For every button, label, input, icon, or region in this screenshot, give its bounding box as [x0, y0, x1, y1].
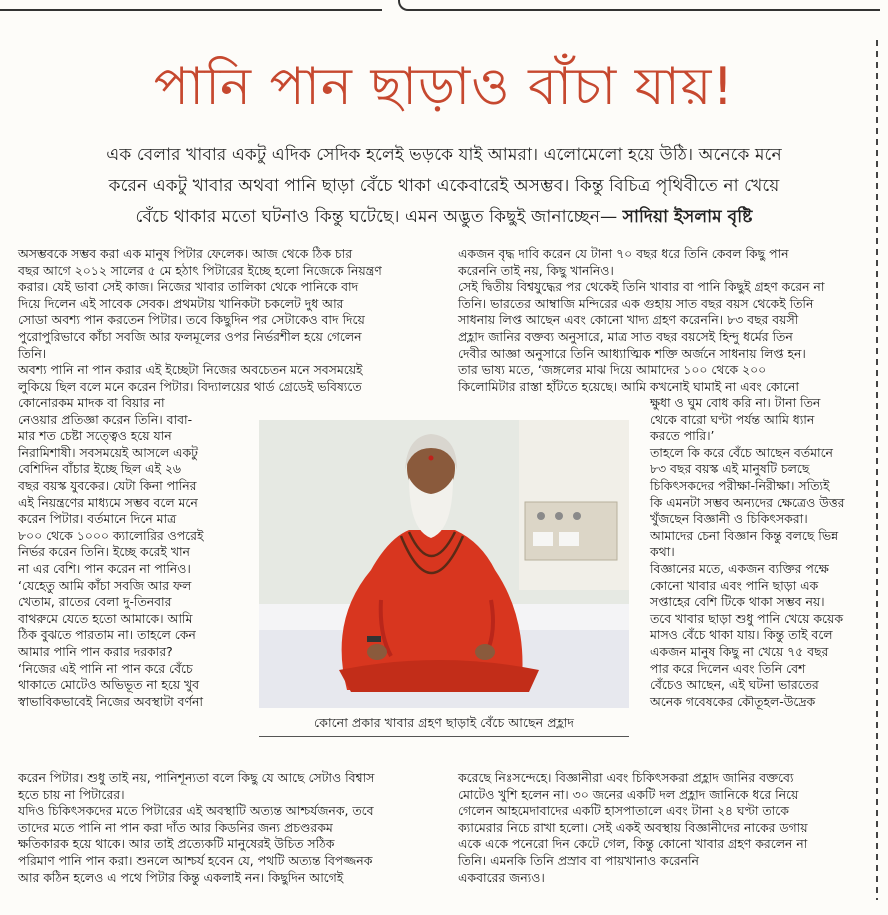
text-line: নেওয়ার প্রতিজ্ঞা করেন তিনি। বাবা-	[18, 411, 193, 427]
column-2-narrow	[650, 395, 868, 710]
text-line: সাধনায় লিপ্ত আছেন এবং কোনো খাদ্য গ্রহণ করেননি। ৮৩ বছর বয়সী	[458, 312, 799, 328]
photo-hand	[367, 644, 387, 660]
column-1-narrow	[18, 395, 250, 710]
text-line: তাহলে কি করে বেঁচে আছেন বর্তমানে	[650, 444, 833, 460]
column-2-top	[458, 246, 868, 395]
text-line: আমার পানি পান করার দরকার?	[18, 643, 173, 659]
photo-wall-switch	[533, 532, 553, 546]
photo-caption: কোনো প্রকার খাবার গ্রহণ ছাড়াই বেঁচে আছেন প্রহ্লাদ	[314, 715, 574, 730]
photo-wall-socket	[573, 512, 581, 520]
text-line: ঠিক বুঝতে পারতাম না। তাহলে কেন	[18, 627, 196, 643]
intro-line	[40, 202, 848, 233]
text-line: করেননি তাই নয়, কিছু খাননিও।	[458, 262, 614, 278]
text-line: তিনি।	[18, 345, 47, 361]
article-headline: পানি পান ছাড়াও বাঁচা যায়!	[153, 57, 735, 117]
text-line: খেতাম, রাতের বেলা দু-তিনবার	[18, 594, 172, 610]
photo-watch	[367, 636, 381, 642]
text-line: বছর বয়স্ক যুবকের। যেটা কিনা পানির	[18, 477, 197, 493]
text-line: ‘যেহেতু আমি কাঁচা সবজি আর ফল	[18, 577, 192, 593]
caption-rule	[259, 736, 629, 737]
text-line: কি এমনটা সম্ভব অন্যদের ক্ষেত্রেও উত্তর	[650, 494, 845, 510]
text-line: তাদের মতে পানি না পান করা দাঁত আর কিডনির জন্য প্রচণ্ডরকম	[18, 819, 333, 835]
text-line: ক্ষতিকারক হয়ে থাকে। আর তাই প্রত্যেকটি মানুষেরই উচিত সঠিক	[18, 836, 335, 852]
top-rule-left	[0, 0, 382, 11]
text-line: তিনি। এমনকি তিনি প্রস্রাব বা পায়খানাও করেননি	[458, 852, 699, 868]
text-line: ক্যামেরার নিচে রাখা হলো। সেই একই অবস্থায় বিজ্ঞানীদের নাকের ডগায়	[458, 819, 808, 835]
text-line: এই নিয়ন্ত্রণের মাধ্যমে সম্ভব বলে মনে	[18, 494, 198, 510]
text-line: কথা।	[650, 544, 675, 560]
author-name: সাদিয়া ইসলাম বৃষ্টি	[622, 207, 753, 227]
text-line: করেন পিটার। শুধু তাই নয়, পানিশূন্যতা বলে কিছু যে আছে সেটাও বিশ্বাস	[18, 770, 375, 785]
text-line: ‘নিজের এই পানি না পান করে বেঁচে	[18, 660, 193, 676]
photo-tilak	[429, 456, 434, 461]
text-line: সোডা অবশ্য পান করতেন পিটার। তবে কিছুদিন পর সেটাকেও বাদ দিয়ে	[18, 312, 365, 328]
text-line: মার শত চেষ্টা সত্ত্বেও হয়ে যান	[18, 428, 172, 444]
text-line: কিলোমিটার রাস্তা হাঁটতে হয়েছে। আমি কখনোই ঘামাই না এবং কোনো	[458, 378, 799, 394]
photo-hand	[475, 644, 495, 660]
text-line: ৮০০ থেকে ১০০০ ক্যালোরির ওপরেই	[18, 527, 204, 543]
text-line: থাকাতে মোটেও অভিভূত না হয়ে খুব	[18, 677, 200, 693]
column-2-bottom	[458, 770, 868, 886]
text-line: থেকে বারো ঘণ্টা পর্যন্ত আমি ধ্যান	[650, 411, 815, 427]
text-line: সেই দ্বিতীয় বিশ্বযুদ্ধের পর থেকেই তিনি খাবার বা পানি কিছুই গ্রহণ করেন না	[458, 279, 825, 295]
text-line: বিজ্ঞানের মতে, একজন ব্যক্তির পক্ষে	[650, 560, 829, 576]
text-line: ৮৩ বছর বয়স্ক এই মানুষটি চলছে	[650, 461, 810, 477]
text-line: অসম্ভবকে সম্ভব করা এক মানুষ পিটার ফেলেক। আজ থেকে ঠিক চার	[18, 246, 353, 261]
photo-wall-unit	[525, 502, 617, 560]
text-line: মোটেও খুশি হলেন না। ৩০ জনের একটি দল প্রহ্লাদ জানিকে ধরে নিয়ে	[458, 786, 799, 802]
text-line: গেলেন আহমেদাবাদের একটি হাসপাতালে এবং টানা ২৪ ঘণ্টা তাকে	[458, 803, 789, 819]
text-line: সপ্তাহের বেশি টিকে থাকা সম্ভব নয়।	[650, 594, 825, 610]
intro-line: করেন একটু খাবার অথবা পানি ছাড়া বেঁচে থাকা একেবারেই অসম্ভব। কিন্তু বিচিত্র পৃথিবীতে না খেয়ে	[108, 176, 780, 196]
text-line: তবে খাবার ছাড়া শুধু পানি খেয়ে কয়েক	[650, 610, 843, 626]
text-line: কোনো খাবার এবং পানি ছাড়া এক	[650, 577, 819, 593]
photo-illustration	[259, 420, 629, 708]
text-line: নিরামিশাষী। সবসময়েই আসলে একটু	[18, 444, 198, 460]
text-line: বাথরুমে যেতে হতো আমাকে। আমি	[18, 610, 193, 626]
text-line: করার। যেই ভাবা সেই কাজ। নিজের খাবার তালিকা থেকে পানিকে বাদ	[18, 279, 359, 295]
text-line: একে একে পনেরো দিন কেটে গেল, কিন্তু কোনো খাবার গ্রহণ করলেন না	[458, 836, 808, 852]
text-line: প্রহ্লাদ জানির বক্তব্য অনুসারে, মাত্র সাত বছর বয়সেই হিন্দু ধর্মের তিন	[458, 328, 793, 344]
text-line: করেন পিটার। বর্তমানে দিনে মাত্র	[18, 511, 177, 527]
text-line: আমাদের চেনা বিজ্ঞান কিন্তু বলছে ভিন্ন	[650, 527, 839, 543]
photo-wall-socket	[555, 512, 563, 520]
text-line: পরিমাণ পানি পান করা। শুনলে আশ্চর্য হবেন যে, পথটি অত্যন্ত বিপজ্জনক	[18, 852, 373, 868]
text-line: দিয়ে দিলেন এই সাবেক সেবক। প্রথমটায় খানিকটা চকলেট দুধ আর	[18, 295, 344, 311]
text-line: চিকিৎসকদের পরীক্ষা-নিরীক্ষা। সত্যিই	[650, 477, 830, 493]
text-line: খুঁজছেন বিজ্ঞানী ও চিকিৎসকরা।	[650, 511, 808, 527]
intro-line-text: বেঁচে থাকার মতো ঘটনাও কিন্তু ঘটেছে। এমন অদ্ভুত কিছুই জানাচ্ছেন—	[135, 207, 618, 227]
text-line: স্বাভাবিকভাবেই নিজের অবস্থাটা বর্ণনা	[18, 693, 203, 709]
text-line: পার করে দিলেন এবং তিনি বেশ	[650, 660, 806, 676]
text-line: না এর বেশি। পান করেন না পানিও।	[18, 560, 191, 576]
text-line: অনেক গবেষকের কৌতূহল-উদ্রেক	[650, 693, 816, 709]
text-line: দেবীর আজ্ঞা অনুসারে তিনি আধ্যাত্মিক শক্তি অর্জনে সাধনায় লিপ্ত হন।	[458, 345, 806, 361]
column-1-top	[18, 246, 446, 395]
page-top-border	[0, 0, 888, 16]
text-line: লুকিয়ে ছিল বলে মনে করেন পিটার। বিদ্যালয়ের থার্ড গ্রেডেই ভবিষ্যতে	[18, 378, 362, 394]
photo-wall-switch	[559, 532, 579, 546]
photo-wall-socket	[537, 512, 545, 520]
text-line: করেছে নিঃসন্দেহে। বিজ্ঞানীরা এবং চিকিৎসকরা প্রহ্লাদ জানির বক্তব্যে	[458, 770, 794, 785]
top-rule-right	[398, 0, 880, 11]
text-line: বেঁচেও আছেন, এই ঘটনা ভারতের	[650, 677, 819, 693]
text-line: আর কঠিন হলেও এ পথে পিটার কিন্তু একলাই নন। কিছুদিন আগেই	[18, 869, 344, 885]
text-line: মাসও বেঁচে থাকা যায়। কিন্তু তাই বলে	[650, 627, 833, 643]
text-line: একবারের জন্যও।	[458, 869, 545, 885]
intro-line: এক বেলার খাবার একটু এদিক সেদিক হলেই ভড়কে যাই আমরা। এলোমেলো হয়ে উঠি। অনেকে মনে	[106, 145, 782, 165]
text-line: বেশিদিন বাঁচার ইচ্ছে ছিল এই ২৬	[18, 461, 181, 477]
article-intro	[40, 140, 848, 233]
text-line: একজন বৃদ্ধ দাবি করেন যে টানা ৭০ বছর ধরে তিনি কেবল কিছু পান	[458, 246, 789, 261]
text-line: করতে পারি।’	[650, 428, 715, 444]
text-line: হতে চায় না পিটারের।	[18, 786, 125, 802]
text-line: নির্ভর করেন তিনি। ইচ্ছে করেই খান	[18, 544, 190, 560]
text-line: কোনোরকম মাদক বা বিয়ার না	[18, 395, 165, 410]
text-line: বছর আগে ২০১২ সালের ৫ মে হঠাৎ পিটারের ইচ্ছে হলো নিজেকে নিয়ন্ত্রণ	[18, 262, 382, 278]
text-line: তিনি। ভারতের আম্বাজি মন্দিরের এক গুহায় সাত বছর বয়স থেকেই তিনি	[458, 295, 814, 311]
text-line: ক্ষুধা ও ঘুম বোধ করি না। টানা তিন	[650, 395, 821, 410]
text-line: একজন মানুষ কিছু না খেয়ে ৭৫ বছর	[650, 643, 829, 659]
text-line: অবশ্য পানি না পান করার এই ইচ্ছেটা নিজের অবচেতন মনে সবসময়েই	[18, 362, 363, 378]
text-line: যদিও চিকিৎসকদের মতে পিটারের এই অবস্থাটি অত্যন্ত আশ্চর্যজনক, তবে	[18, 803, 374, 819]
text-line: পুরোপুরিভাবে কাঁচা সবজি আর ফলমূলের ওপর নির্ভরশীল হয়ে গেলেন	[18, 328, 362, 344]
column-1-bottom	[18, 770, 446, 886]
article-photo	[259, 420, 629, 708]
column-divider-right	[876, 40, 878, 900]
text-line: তার ভাষ্য মতে, ‘জঙ্গলের মাঝ দিয়ে আমাদের ১০০ থেকে ২০০	[458, 362, 767, 378]
